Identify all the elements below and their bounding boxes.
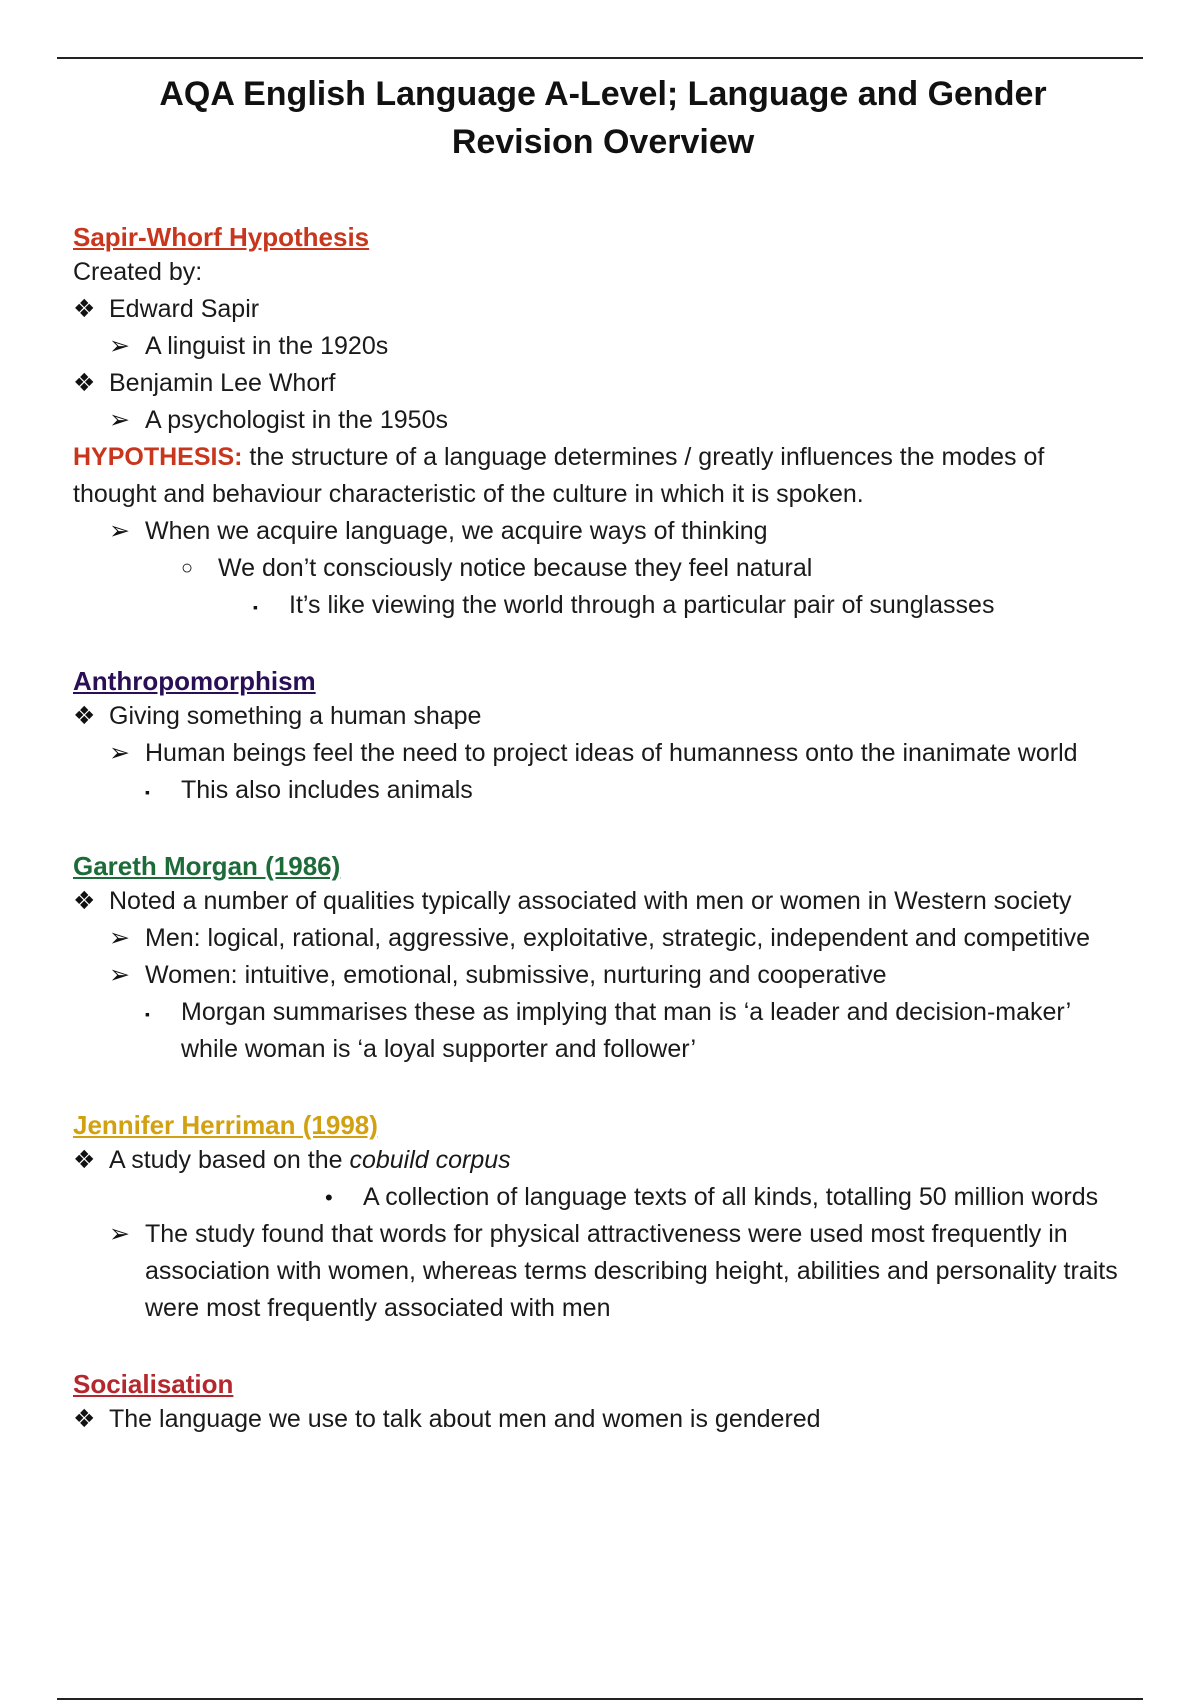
list-item-text: Edward Sapir [109, 295, 260, 323]
section-sapir-whorf [73, 220, 1133, 624]
list-item [73, 1179, 1133, 1216]
section-heading-socialisation: Socialisation [73, 1369, 234, 1399]
list-item [73, 513, 1133, 550]
document-page [73, 70, 1133, 1478]
list-item [73, 994, 1133, 1068]
list-item [73, 402, 1133, 439]
list-item-text: Noted a number of qualities typically associated with men or women in Western society [109, 887, 1072, 915]
list-item [73, 1216, 1133, 1327]
section-socialisation [73, 1367, 1133, 1438]
square-bullet-icon: ▪ [253, 599, 258, 615]
hypothesis-text: the structure of a language determines / greatly influences the modes of thought and behaviour characteristic of the culture in which it is spoken. [73, 443, 1045, 508]
title-line-2: Revision Overview [451, 123, 755, 161]
section-jennifer-herriman [73, 1108, 1133, 1327]
list-item [73, 328, 1133, 365]
list-item-text: A collection of language texts of all kinds, totalling 50 million words [363, 1183, 1099, 1211]
list-item-text: It’s like viewing the world through a particular pair of sunglasses [289, 591, 995, 619]
list-item-text: When we acquire language, we acquire ways of thinking [145, 517, 768, 545]
top-rule [57, 57, 1143, 59]
list-item-text: This also includes animals [181, 776, 473, 804]
arrow-bullet-icon: ➢ [109, 406, 130, 434]
list-item-text: Women: intuitive, emotional, submissive, nurturing and cooperative [145, 961, 887, 989]
hypothesis-label: HYPOTHESIS: [73, 443, 243, 471]
section-heading-gareth-morgan: Gareth Morgan (1986) [73, 851, 341, 881]
arrow-bullet-icon: ➢ [109, 924, 130, 952]
section-heading-sapir-whorf: Sapir-Whorf Hypothesis [73, 222, 370, 252]
list-item-text: The language we use to talk about men and women is gendered [109, 1405, 821, 1433]
arrow-bullet-icon: ➢ [109, 961, 130, 989]
circle-bullet-icon: ○ [181, 557, 194, 579]
section-gareth-morgan [73, 849, 1133, 1068]
list-item-text: Men: logical, rational, aggressive, exploitative, strategic, independent and competitive [145, 924, 1090, 952]
section-anthropomorphism [73, 664, 1133, 809]
list-item-text: A linguist in the 1920s [145, 332, 389, 360]
list-item-text: Morgan summarises these as implying that man is ‘a leader and decision-maker’ while woman is ‘a loyal supporter and follower’ [181, 998, 1071, 1063]
created-by-label: Created by: [73, 258, 203, 286]
diamond-bullet-icon: ❖ [73, 887, 96, 915]
list-item [73, 550, 1133, 587]
arrow-bullet-icon: ➢ [109, 739, 130, 767]
list-item-text: A study based on the [109, 1146, 350, 1174]
list-item-text: We don’t consciously notice because they feel natural [218, 554, 813, 582]
arrow-bullet-icon: ➢ [109, 332, 130, 360]
square-bullet-icon: ▪ [145, 784, 150, 800]
diamond-bullet-icon: ❖ [73, 295, 96, 323]
hypothesis-paragraph [73, 439, 1133, 513]
list-item-text: Giving something a human shape [109, 702, 482, 730]
diamond-bullet-icon: ❖ [73, 369, 96, 397]
list-item [73, 1142, 1133, 1179]
arrow-bullet-icon: ➢ [109, 1220, 130, 1248]
square-bullet-icon: ▪ [145, 1006, 150, 1022]
list-item-text: A psychologist in the 1950s [145, 406, 448, 434]
list-item [73, 365, 1133, 402]
list-item [73, 920, 1133, 957]
list-item-text: Human beings feel the need to project ideas of humanness onto the inanimate world [145, 739, 1078, 767]
list-item-text: Benjamin Lee Whorf [109, 369, 336, 397]
dot-bullet-icon: • [325, 1185, 333, 1210]
list-item [73, 698, 1133, 735]
diamond-bullet-icon: ❖ [73, 702, 96, 730]
list-item [73, 291, 1133, 328]
list-item [73, 772, 1133, 809]
list-item [73, 587, 1133, 624]
list-item [73, 1401, 1133, 1438]
title-line-1: AQA English Language A-Level; Language and Gender [159, 75, 1047, 113]
list-item [73, 957, 1133, 994]
list-item [73, 735, 1133, 772]
section-heading-anthropomorphism: Anthropomorphism [73, 666, 316, 696]
diamond-bullet-icon: ❖ [73, 1146, 96, 1174]
section-heading-jennifer-herriman: Jennifer Herriman (1998) [73, 1110, 378, 1140]
arrow-bullet-icon: ➢ [109, 517, 130, 545]
list-item [73, 883, 1133, 920]
list-item-text: The study found that words for physical attractiveness were used most frequently in association with women, whereas terms describing height, abilities and personality traits were most frequently associated with men [145, 1220, 1118, 1322]
diamond-bullet-icon: ❖ [73, 1405, 96, 1433]
corpus-name: cobuild corpus [349, 1146, 511, 1174]
page-title [73, 70, 1133, 166]
